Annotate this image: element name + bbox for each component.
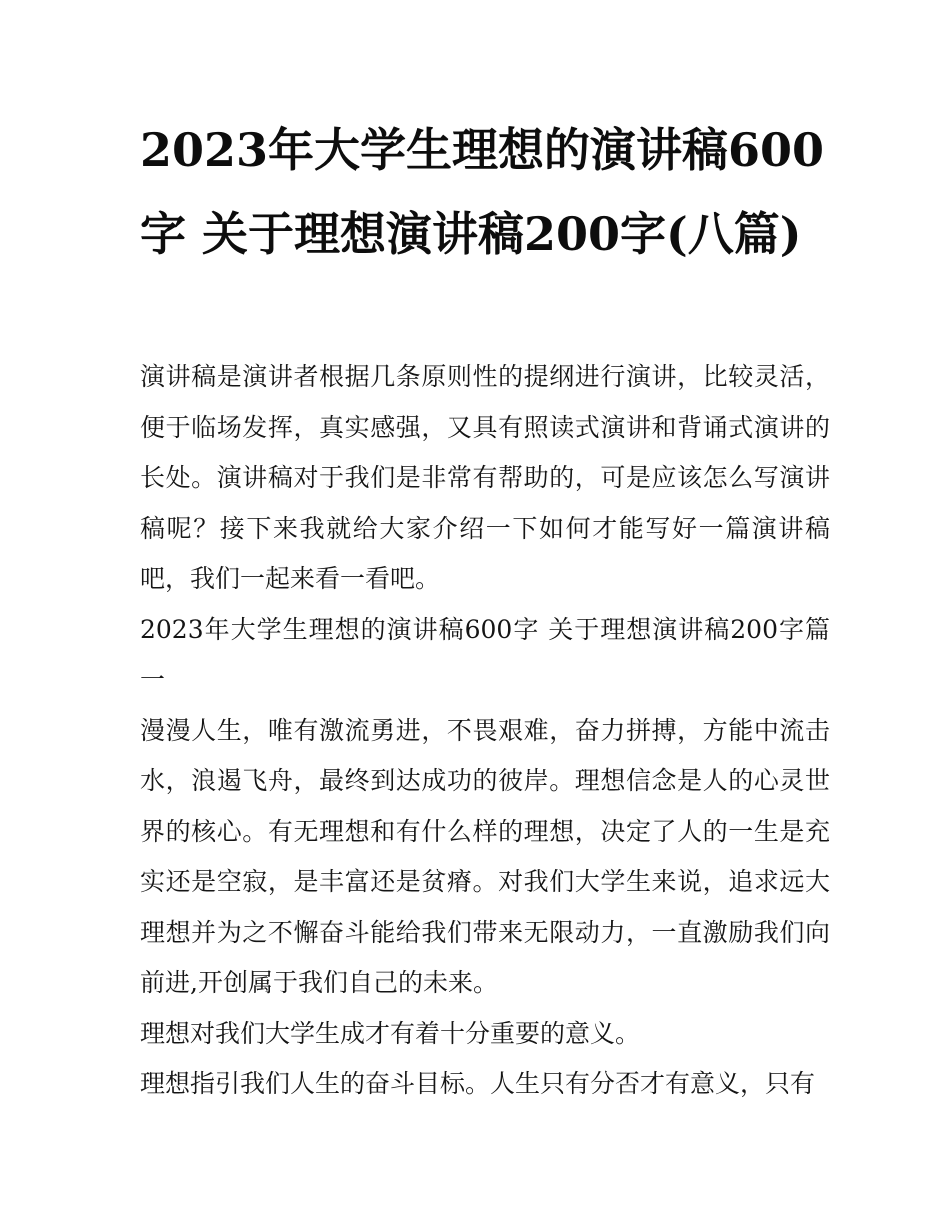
body-paragraph: 理想指引我们人生的奋斗目标。人生只有分否才有意义，只有 <box>140 1069 816 1098</box>
body-paragraph: 漫漫人生，唯有激流勇进，不畏艰难，奋力拼搏，方能中流击水，浪遏飞舟，最终到达成功的彼岸。理想信念是人的心灵世界的核心。有无理想和有什么样的理想，决定了人的一生是充实还是空寂，是丰富还是贫瘠。对我们大学生来说，追求远大理想并为之不懈奋斗能给我们带来无限动力，一直激励我们向前进,开创属于我们自己的未来。 <box>140 715 830 997</box>
document-title: 2023年大学生理想的演讲稿600字 关于理想演讲稿200字(八篇) <box>140 123 825 261</box>
intro-paragraph: 演讲稿是演讲者根据几条原则性的提纲进行演讲，比较灵活，便于临场发挥，真实感强，又具有照读式演讲和背诵式演讲的长处。演讲稿对于我们是非常有帮助的，可是应该怎么写演讲稿呢？接下来我就给大家介绍一下如何才能写好一篇演讲稿吧，我们一起来看一看吧。 <box>140 362 830 593</box>
body-paragraph: 理想对我们大学生成才有着十分重要的意义。 <box>140 1018 641 1048</box>
document-body <box>140 352 830 1110</box>
section-heading-paragraph: 2023年大学生理想的演讲稿600字 关于理想演讲稿200字篇一 <box>140 614 830 694</box>
